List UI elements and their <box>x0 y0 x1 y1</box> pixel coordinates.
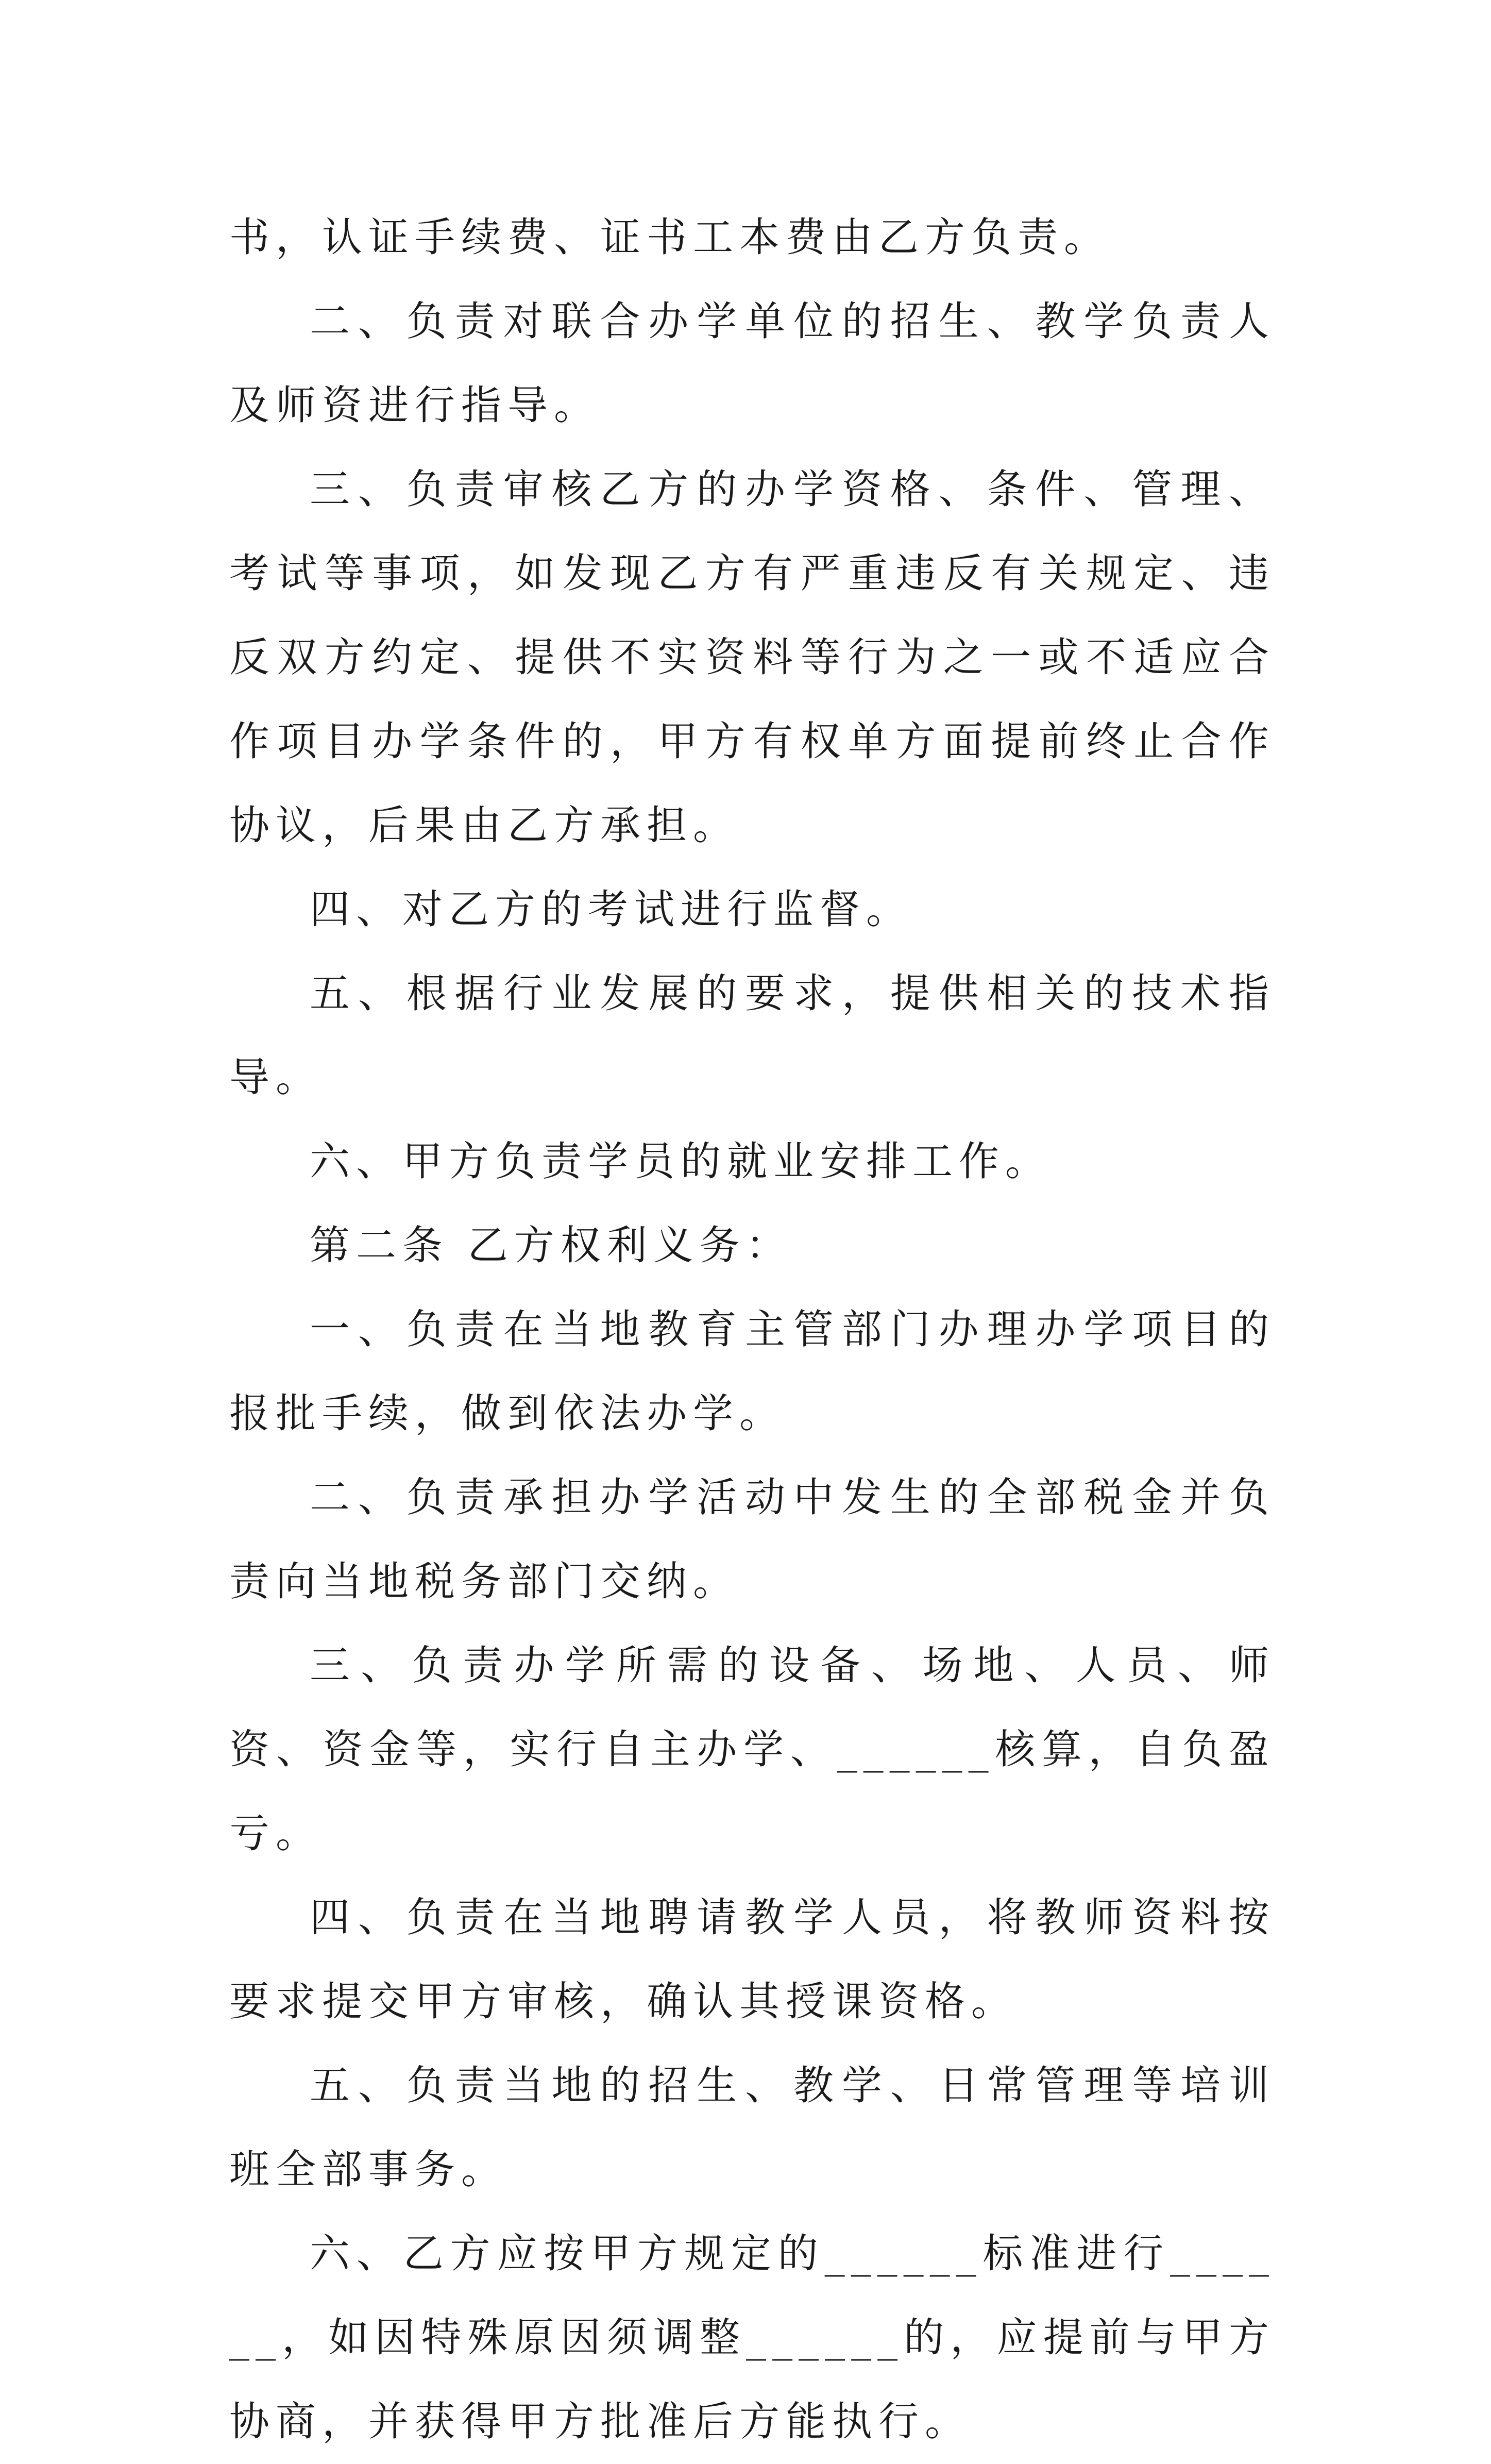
paragraph-party-b-item-5: 五、负责当地的招生、教学、日常管理等培训班全部事务。 <box>229 2063 1275 2193</box>
paragraph-party-b-item-2: 二、负责承担办学活动中发生的全部税金并负责向当地税务部门交纳。 <box>229 1474 1275 1605</box>
paragraph-party-b-item-3: 三、负责办学所需的设备、场地、人员、师资、资金等，实行自主办学、______核算，自负盈亏。 <box>229 1642 1275 1857</box>
paragraph-continuation: 书，认证手续费、证书工本费由乙方负责。 <box>229 214 1111 261</box>
paragraph-party-a-item-2: 二、负责对联合办学单位的招生、教学负责人及师资进行指导。 <box>229 298 1275 429</box>
paragraph-party-b-item-4: 四、负责在当地聘请教学人员，将教师资料按要求提交甲方审核，确认其授课资格。 <box>229 1895 1275 2025</box>
paragraph-party-a-item-4: 四、对乙方的考试进行监督。 <box>310 886 913 933</box>
paragraph-party-a-item-3: 三、负责审核乙方的办学资格、条件、管理、考试等事项，如发现乙方有严重违反有关规定、违反双方约定、提供不实资料等行为之一或不适应合作项目办学条件的，甲方有权单方面提前终止合作协议，后果由乙方承担。 <box>229 466 1275 849</box>
section-heading-article-2: 第二条 乙方权利义务： <box>310 1222 792 1269</box>
document-body <box>229 196 1275 2464</box>
paragraph-party-b-item-1: 一、负责在当地教育主管部门办理办学项目的报批手续，做到依法办学。 <box>229 1306 1275 1437</box>
paragraph-party-a-item-5: 五、根据行业发展的要求，提供相关的技术指导。 <box>229 970 1275 1101</box>
paragraph-party-b-item-6: 六、乙方应按甲方规定的______标准进行______，如因特殊原因须调整______的，应提前与甲方协商，并获得甲方批准后方能执行。 <box>229 2231 1275 2445</box>
paragraph-party-a-item-6: 六、甲方负责学员的就业安排工作。 <box>310 1138 1052 1185</box>
